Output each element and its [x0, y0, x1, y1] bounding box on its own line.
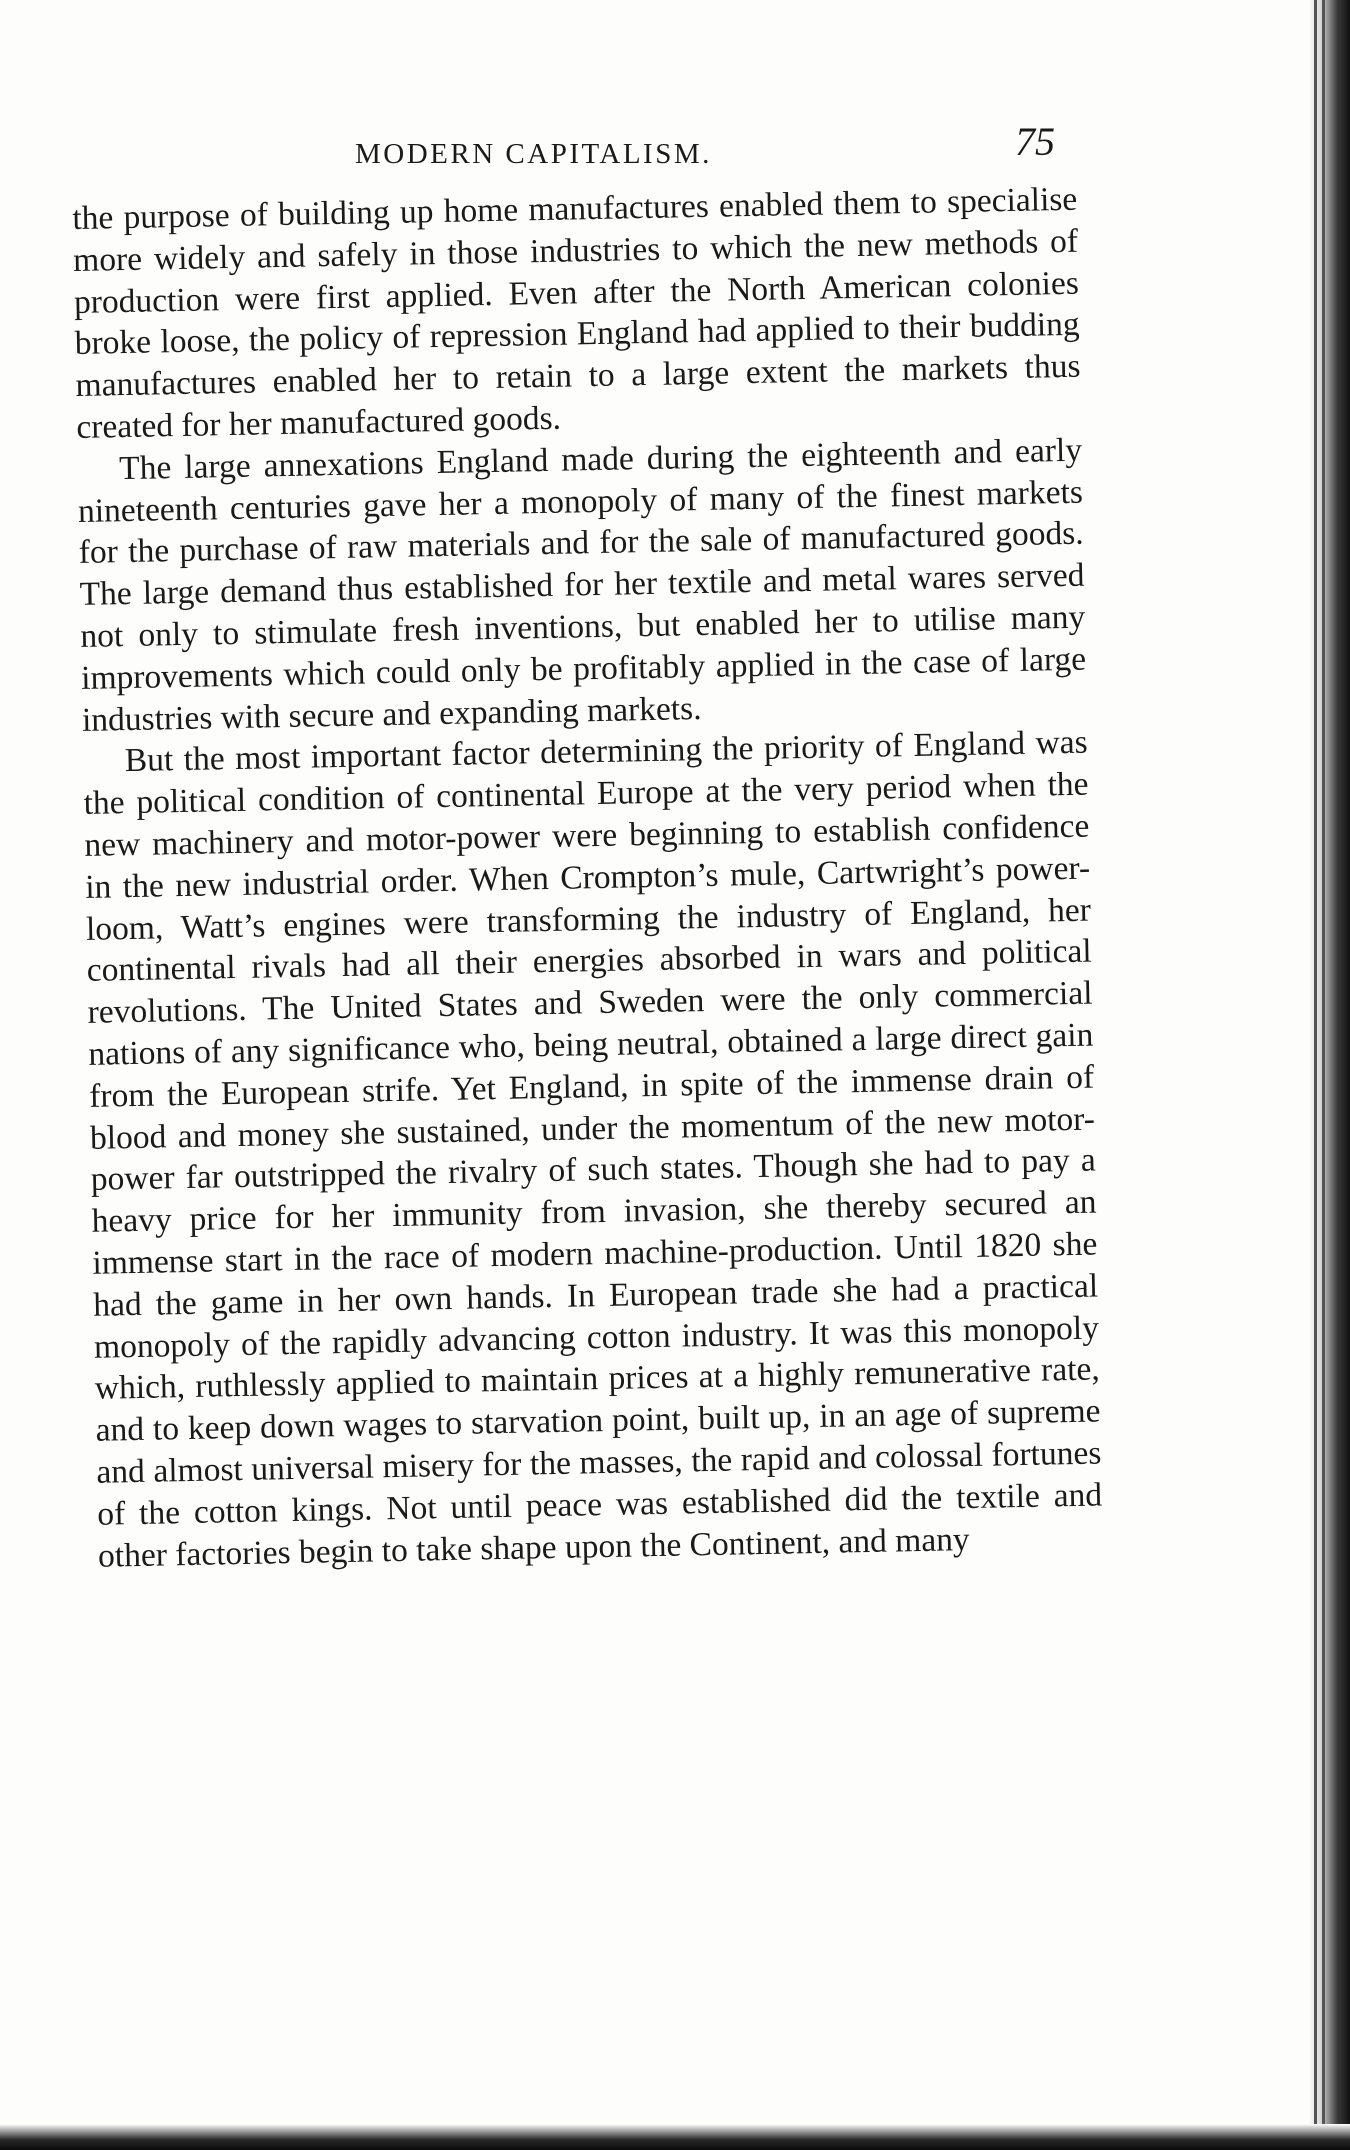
binding-line — [1314, 0, 1317, 2150]
binding-shadow — [1308, 0, 1350, 2150]
binding-line — [1322, 0, 1325, 2150]
body-text — [72, 179, 1103, 1577]
page-header — [85, 118, 1075, 178]
page-bottom-edge — [0, 2124, 1350, 2150]
running-head: MODERN CAPITALISM. — [355, 138, 712, 170]
page-number: 75 — [1015, 119, 1055, 164]
paragraph-1: the purpose of building up home manufactures enabled them to specialise more widely and safely in those industries to which the new methods of production were first applied. Even after the North American colonies broke loose, the policy of repression England had applied to their budding manufactures enabled her to retain to a large extent the markets thus created for her manufactured goods. — [72, 180, 1081, 446]
paragraph-2: The large annexations England made during the eighteenth and early nineteenth centuries gave her a monopoly of many of the finest markets for the purchase of raw materials and for the sale of manufactured goods. The large demand thus established for her textile and metal wares served not only to stimulate fresh inventions, but enabled her to utilise many improvements which could only be profitably applied in the case of large industries with secure and expanding markets. — [77, 431, 1087, 739]
paragraph-3: But the most important factor determining the priority of England was the political condition of continental Europe at the very period when the new machinery and motor-power were beginning to establish confidence in the new industrial order. When Crompton’s mule, Cartwright’s power-loom, Watt’s engines were transforming the industry of England, her continental rivals had all their energies absorbed in wars and political revolutions. The United States and Sweden were the only commercial nations of any significance who, being neutral, obtained a large direct gain from the European strife. Yet England, in spite of the immense drain of blood and money she sustained, under the momentum of the new motor-power far outstripped the rivalry of such states. Though she had to pay a heavy price for her immunity from invasion, she thereby secured an immense start in the race of modern machine-production. Until 1820 she had the game in her own hands. In European trade she had a practical monopoly of the rapidly advancing cotton industry. It was this monopoly which, ruthlessly applied to maintain prices at a highly remunerative rate, and to keep down wages to starvation point, built up, in an age of supreme and almost universal misery for the masses, the rapid and colossal fortunes of the cotton kings. Not until peace was established did the textile and other factories begin to take shape upon the Continent, and many — [83, 723, 1103, 1575]
